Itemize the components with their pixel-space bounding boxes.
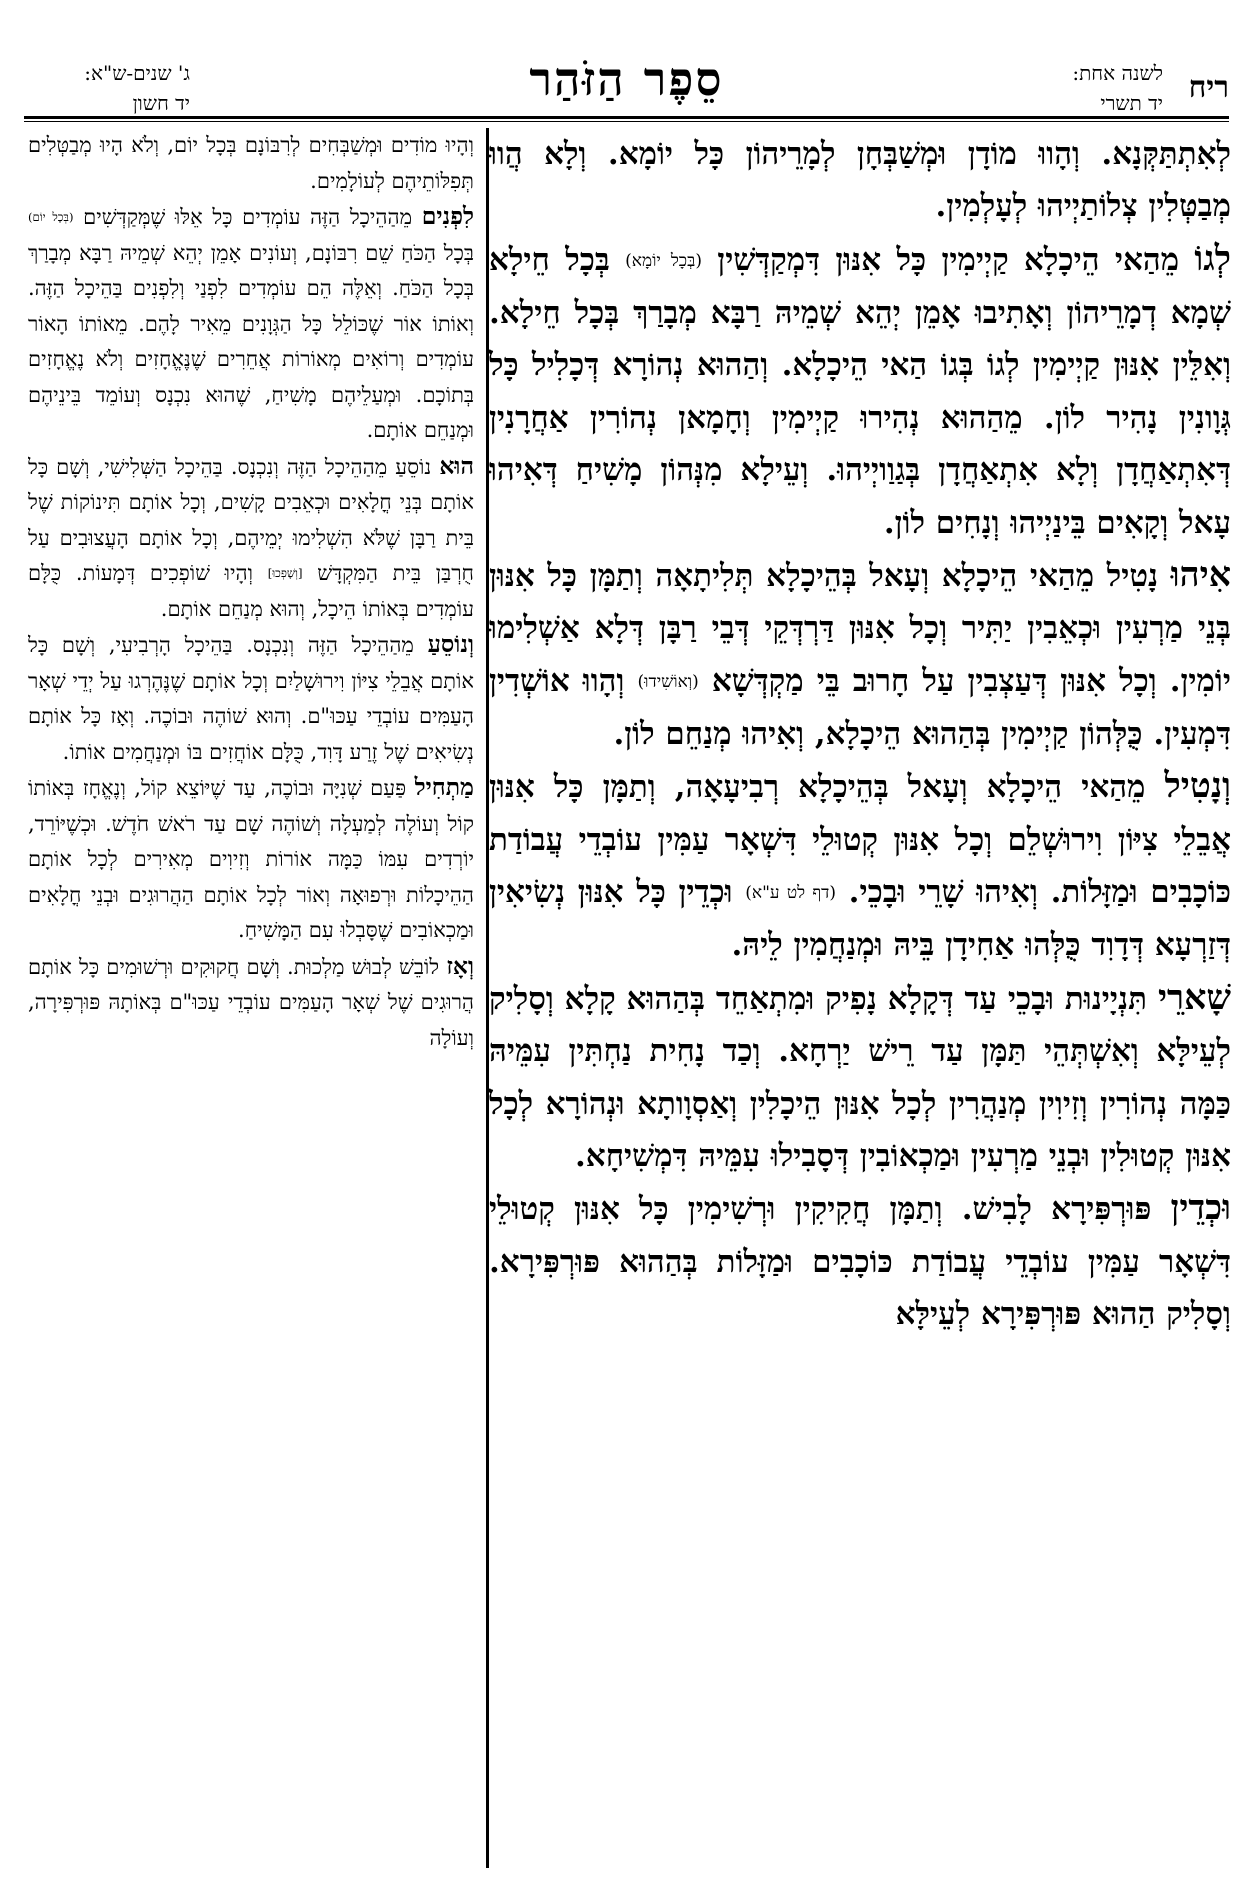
paragraph-text: פַּעַם שְׁנִיָּה וּבוֹכֶה, עַד שֶׁיּוֹצֵא קוֹל, וְנֶאֱחָז בְּאוֹתוֹ קוֹל וְעוֹלֶה לְמַעְלָה וְשׁוֹהֶה שָׁם עַד רֹאשׁ חֹדֶשׁ. וּכְשֶׁיּוֹרֵד, יוֹרְדִים עִמּוֹ כַּמָּה אוֹרוֹת וְזִיוִים מְאִירִים לְכָל אוֹתָם הַהֵיכָלוֹת וּרְפוּאָה וְאוֹר לְכָל אוֹתָם הַהֲרוּגִים וּבְנֵי חֳלָאִים וּמַכְאוֹבִים שֶׁסָּבְלוּ עִם הַמָּשִׁיחַ. [28,776,474,943]
study-date-one-year: יד תשרי [1100,91,1163,115]
paragraph-opening-word: לִפְנִים [421,202,474,230]
side-paragraph [28,627,474,770]
paragraph-text: מֵהַאי הֵיכָלָא קַיְימִין כָּל אִנּוּן דִּמְקַדְּשִׁין [717,241,1180,278]
paragraph-opening-word: וְנָטִיל [1164,765,1231,807]
paragraph-text-continued: בְּכָל הַכֹּחַ שֵׁם רִבּוֹנָם, וְעוֹנִים אָמֵן יְהֵא שְׁמֵיהּ רַבָּא מְבָרַךְ בְּכָל הַכֹּחַ. וְאֵלֶּה הֵם עוֹמְדִים לִפְנַי וְלִפְנִים בַּהֵיכָל הַזֶּה. וְאוֹתוֹ אוֹר שֶׁכּוֹלֵל כָּל הַגְּוָנִים מֵאִיר לָהֶם. מֵאוֹתוֹ הָאוֹר עוֹמְדִים וְרוֹאִים מְאוֹרוֹת אֲחֵרִים שֶׁנֶּאֱחָזִים וְלֹא נֶאֱחָזִים בְּתוֹכָם. וּמְעַלֵיהֶם מָשִׁיחַ, שֶׁהוּא נִכְנָס וְעוֹמֵד בֵּינֵיהֶם וּמְנַחֵם אוֹתָם. [28,240,474,443]
paragraph-opening-word: וְנוֹסֵעַ [427,630,474,659]
book-title: סֵפֶר הַזֹּהַר [529,52,724,106]
paragraph-text-continued: וְהָווּ אוֹשְׁדִין דִּמְעִין. כֻּלְּהוֹן קַיְימִין בְּהַהוּא הֵיכָלָא, וְאִיהוּ מְנַחֵם לוֹן. [489,662,1231,752]
main-paragraph [489,1182,1231,1340]
hebrew-translation-text [28,128,474,1868]
paragraph-opening-word: לְגוֹ [1194,237,1231,279]
main-paragraph [489,760,1231,971]
main-paragraph [489,972,1231,1183]
paragraph-text: מֵהַהֵיכָל הַזֶּה עוֹמְדִים כָּל אֵלּוּ שֶׁמְּקַדְּשִׁים [83,205,413,229]
paragraph-text: מֵהַאי הֵיכָלָא וְעָאל בְּהֵיכָלָא רְבִיעָאָה, וְתַמָּן כָּל אִנּוּן אֲבֵלֵי צִיּוֹן וִירוּשְׁלֵם וְכָל אִנּוּן קְטוּלֵי דִּשְׁאָר עַמִּין עוֹבְדֵי עֲבוֹדַת כּוֹכָבִים וּמַזָּלוֹת. וְאִיהוּ שָׁרֵי וּבָכֵי. [489,769,1231,911]
paragraph-text-continued: וּכְדֵין כָּל אִנּוּן נְשִׂיאִין דְּזַרְעָא דְּדָוִד כֻּלְּהוּ אַחִידָן בֵּיהּ וּמְנַחֲמִין לֵיהּ. [489,874,1231,964]
header-rule-thin [24,121,1229,122]
side-paragraph [28,770,474,949]
paragraph-opening-word: הוּא [439,451,474,480]
paragraph-text: מֵהַהֵיכָל הַזֶּה וְנִכְנָס. בַּהֵיכָל הָרְבִיעִי, וְשָׁם כָּל אוֹתָם אֲבֵלֵי צִיּוֹן וִירוּשָׁלַיִם וְכָל אוֹתָם שֶׁנֶּהֶרְגוּ עַל יְדֵי שְׁאָר הָעַמִּים עוֹבְדֵי עַכּוּ"ם. וְהוּא שׁוֹהֶה וּבוֹכֶה. וְאָז כָּל אוֹתָם נְשִׂיאִים שֶׁל זֶרַע דָּוִד, כֻּלָּם אוֹחֲזִים בּוֹ וּמְנַחֲמִים אוֹתוֹ. [28,633,474,764]
side-paragraph [28,949,474,1057]
variant-note: (בְּכָל יוֹמָא) [625,250,702,271]
paragraph-opening-word: שָׁארֵי [1157,976,1231,1018]
variant-note: (בְּכָל יוֹם) [28,210,74,225]
paragraph-text: נוֹסֵעַ מֵהַהֵיכָל הַזֶּה וְנִכְנָס. בַּהֵיכָל הַשְּׁלִישִׁי, וְשָׁם כָּל אוֹתָם בְּנֵי חֳלָאִים וּכְאֵבִים קָשִׁים, וְכָל אוֹתָם תִּינוֹקוֹת שֶׁל בֵּית רַבָּן שֶׁלֹּא הִשְׁלִימוּ יְמֵיהֶם, וְכָל אוֹתָם הָעֲצוּבִים עַל חֻרְבַּן בֵּית הַמִּקְדָּשׁ [28,454,474,586]
paragraph-text-continued: וְהָיוּ שׁוֹפְכִים דְּמָעוֹת. כֻּלָּם עוֹמְדִים בְּאוֹתוֹ הֵיכָל, וְהוּא מְנַחֵם אוֹתָם. [28,561,474,621]
paragraph-text: וְהָיוּ מוֹדִים וּמְשַׁבְּחִים לְרִבּוֹנָם בְּכָל יוֹם, וְלֹא הָיוּ מְבַטְּלִים תְּפִלּוֹתֵיהֶם לְעוֹלָמִים. [28,133,474,193]
paragraph-opening-word: וּכְדֵין [1170,1187,1231,1229]
header-rule [24,116,1229,119]
side-paragraph [28,199,474,449]
paragraph-opening-word: וְאָז [446,951,474,980]
aramaic-main-text [489,128,1231,1868]
paragraph-opening-word: מַתְחִיל [414,773,474,802]
variant-note: [וְשָׁפְכוּ] [267,566,303,581]
paragraph-text: נָטִיל מֵהַאי הֵיכָלָא וְעָאל בְּהֵיכָלָא תְּלִיתָאָה וְתַמָּן כָּל אִנּוּן בְּנֵי מַרְעִין וּכְאֵבִין יַתִּיר וְכָל אִנּוּן דַּרְדְּקֵי דְּבֵי רַבָּן דְּלָא אַשְׁלִימוּ יוֹמִין. וְכָל אִנּוּן דְּעַצְבִין עַל חָרוּב בֵּי מַקְדְּשָׁא [489,558,1231,699]
paragraph-text: תִּנְיָינוּת וּבָכֵי עַד דְּקָלָא נָפִיק וּמִתְאַחֵד בְּהַהוּא קָלָא וְסָלִיק לְעֵילָּא וְאִשְׁתְּהֵי תַּמָּן עַד רֵישׁ יַרְחָא. וְכַד נָחִית נַחְתִּין עִמֵּיהּ כַּמָּה נְהוֹרִין וְזִיוִין מְנַהֲרִין לְכָל אִנּוּן הֵיכָלִין וְאַסְוָותָא וּנְהוֹרָא לְכָל אִנּוּן קְטוּלִין וּבְנֵי מַרְעִין וּמַכְאוֹבִין דְּסָבִילוּ עִמֵּיהּ דִּמְשִׁיחָא. [489,980,1231,1174]
column-divider [486,128,489,1868]
page-number: ריח [1188,70,1229,105]
paragraph-text: לוֹבֵשׁ לְבוּשׁ מַלְכוּת. וְשָׁם חֲקוּקִים וּרְשׁוּמִים כָּל אוֹתָם הֲרוּגִים שֶׁל שְׁאָר הָעַמִּים עוֹבְדֵי עַכּוּ"ם בְּאוֹתָהּ פּוּרְפִּירָה, וְעוֹלָה [28,954,474,1050]
folio-reference: (דף לט ע"א) [745,882,837,903]
variant-note: (וְאוֹשִׁידוּ) [637,671,699,692]
main-paragraph [489,549,1231,760]
paragraph-opening-word: אִיהוּ [1170,554,1231,595]
side-paragraph [28,128,474,199]
study-schedule-three-years: ג' שנים-ש"א: [84,61,190,85]
study-date-three-years: יד חשון [132,91,190,115]
paragraph-text-continued: בְּכָל חֵילָא שְׁמָא דְמָרֵיהוֹן וְאָתִיבוּ אָמֵן יְהֵא שְׁמֵיהּ רַבָּא מְבָרַךְ בְּכָל חֵילָא. וְאִלֵּין אִנּוּן קַיְימִין לְגוֹ בְּגוֹ הַאי הֵיכָלָא. וְהַהוּא נְהוֹרָא דְּכָלִיל כָּל גְּוָונִין נָהִיר לוֹן. מֵהַהוּא נְהִירוּ קַיְימִין וְחָמָאן נְהוֹרִין אַחֲרָנִין דְּאִתְאַחֲדָן וְלָא אִתְאַחֲדָן בְּגַוַויְיהוּ. וְעֵילָא מִנְּהוֹן מָשִׁיחַ דְּאִיהוּ עָאל וְקָאִים בֵּינַיְיהוּ וְנָחִים לוֹן. [489,241,1231,541]
paragraph-text: לְאִתְתַּקְּנָא. וְהָווּ מוֹדָן וּמְשַׁבְּחָן לְמָרֵיהוֹן כָּל יוֹמָא. וְלָא הֲווּ מְבַטְּלִין צְלוֹתַיְיהוּ לְעָלְמִין. [489,136,1231,225]
paragraph-text: פּוּרְפִּירָא לָבִישׁ. וְתַמָּן חֲקִיקִין וּרְשִׁימִין כָּל אִנּוּן קְטוּלֵי דִּשְׁאָר עַמִּין עוֹבְדֵי עֲבוֹדַת כּוֹכָבִים וּמַזָּלוֹת בְּהַהוּא פּוּרְפִּירָא. וְסָלִיק הַהוּא פּוּרְפִּירָא לְעֵילָּא [489,1191,1231,1333]
study-schedule-one-year: לשנה אחת: [1072,61,1163,85]
main-paragraph [489,233,1231,549]
side-paragraph [28,449,474,628]
main-paragraph [489,128,1231,233]
